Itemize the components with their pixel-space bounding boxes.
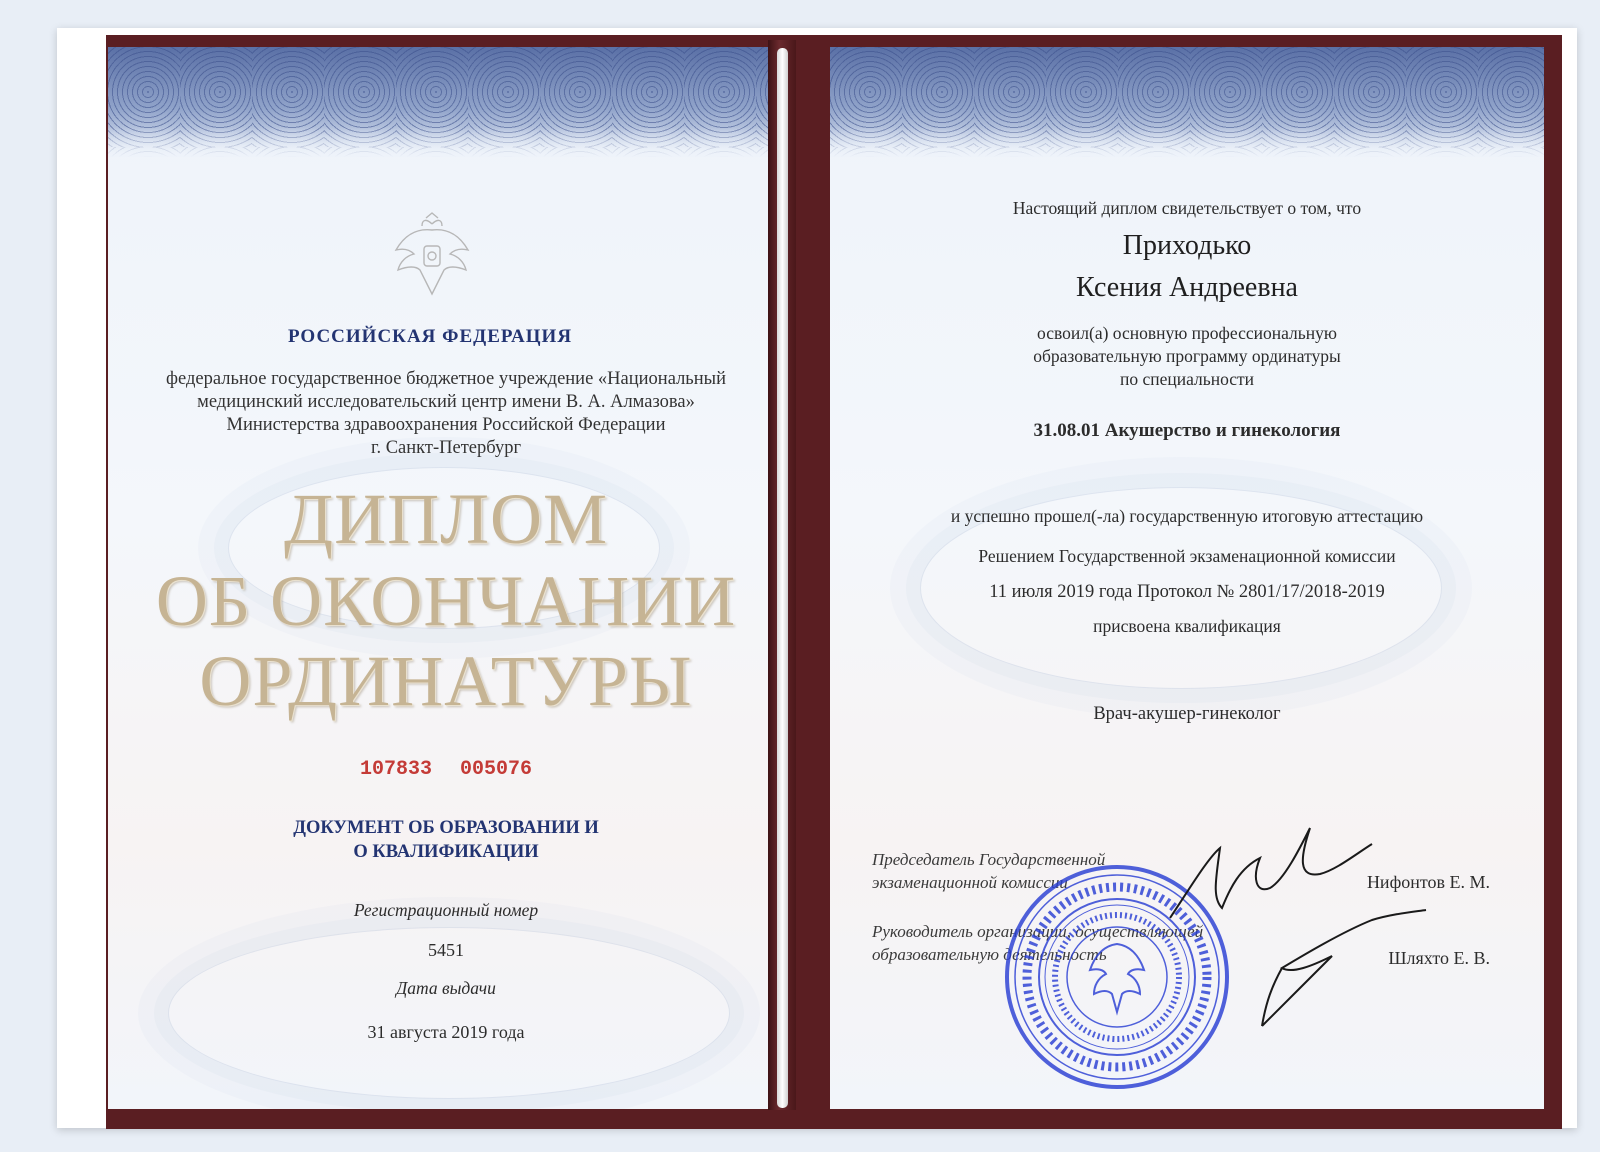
document-type-line: ДОКУМЕНТ ОБ ОБРАЗОВАНИИ И: [293, 818, 599, 838]
country-heading: РОССИЙСКАЯ ФЕДЕРАЦИЯ: [287, 326, 573, 347]
guilloche-border: [830, 47, 1544, 157]
chair-title-line: Председатель Государственной: [872, 850, 1106, 869]
institution-line: федеральное государственное бюджетное учреждение «Национальный: [166, 369, 726, 389]
head-title-line: образовательную деятельность: [872, 945, 1107, 964]
chair-name: Нифонтов Е. М.: [1366, 872, 1490, 892]
document-type: [108, 816, 784, 864]
program-description: [830, 322, 1544, 391]
attestation-text: и успешно прошел(-ла) государственную итоговую аттестацию: [950, 506, 1424, 526]
diploma-title-line: ОБ ОКОНЧАНИИ: [155, 561, 737, 641]
coat-of-arms-emblem: [386, 210, 478, 302]
institution-name: [108, 368, 784, 460]
guilloche-border: [108, 47, 784, 157]
program-line: по специальности: [1119, 369, 1255, 389]
serial-number-value: 005076: [460, 758, 533, 781]
issue-date: 31 августа 2019 года: [367, 1022, 525, 1042]
chair-title-line: экзаменационной комиссии: [872, 873, 1068, 892]
program-line: образовательную программу ординатуры: [1033, 346, 1341, 366]
diploma-title-line: ДИПЛОМ: [284, 479, 608, 559]
specialty: 31.08.01 Акушерство и гинекология: [1033, 420, 1341, 441]
registration-number: 5451: [428, 940, 464, 960]
commission-decision: Решением Государственной экзаменационной комиссии: [978, 546, 1396, 566]
qualification-label: присвоена квалификация: [1093, 616, 1281, 636]
serial-series: 107833: [359, 758, 432, 781]
qualification: Врач-акушер-гинеколог: [1093, 704, 1281, 724]
graduate-given-names: Ксения Андреевна: [1076, 272, 1298, 303]
institution-line: г. Санкт-Петербург: [370, 438, 522, 458]
serial-number: [108, 758, 784, 781]
graduate-surname: Приходько: [1122, 230, 1252, 261]
head-title-line: Руководитель организации, осуществляющей: [872, 922, 1204, 941]
institution-line: медицинский исследовательский центр имени В. А. Алмазова»: [197, 392, 695, 412]
program-line: освоил(а) основную профессиональную: [1037, 323, 1337, 343]
institution-line: Министерства здравоохранения Российской Федерации: [226, 415, 666, 435]
head-signature: [1222, 906, 1432, 1036]
issue-date-label: Дата выдачи: [396, 978, 496, 998]
document-type-line: О КВАЛИФИКАЦИИ: [353, 842, 539, 862]
certificate-intro: Настоящий диплом свидетельствует о том, что: [1012, 198, 1362, 218]
head-name: Шляхто Е. В.: [1388, 948, 1490, 968]
protocol-reference: 11 июля 2019 года Протокол № 2801/17/2018-2019: [989, 582, 1385, 602]
diploma-title-line: ОРДИНАТУРЫ: [199, 641, 693, 721]
registration-label: Регистрационный номер: [353, 900, 539, 920]
